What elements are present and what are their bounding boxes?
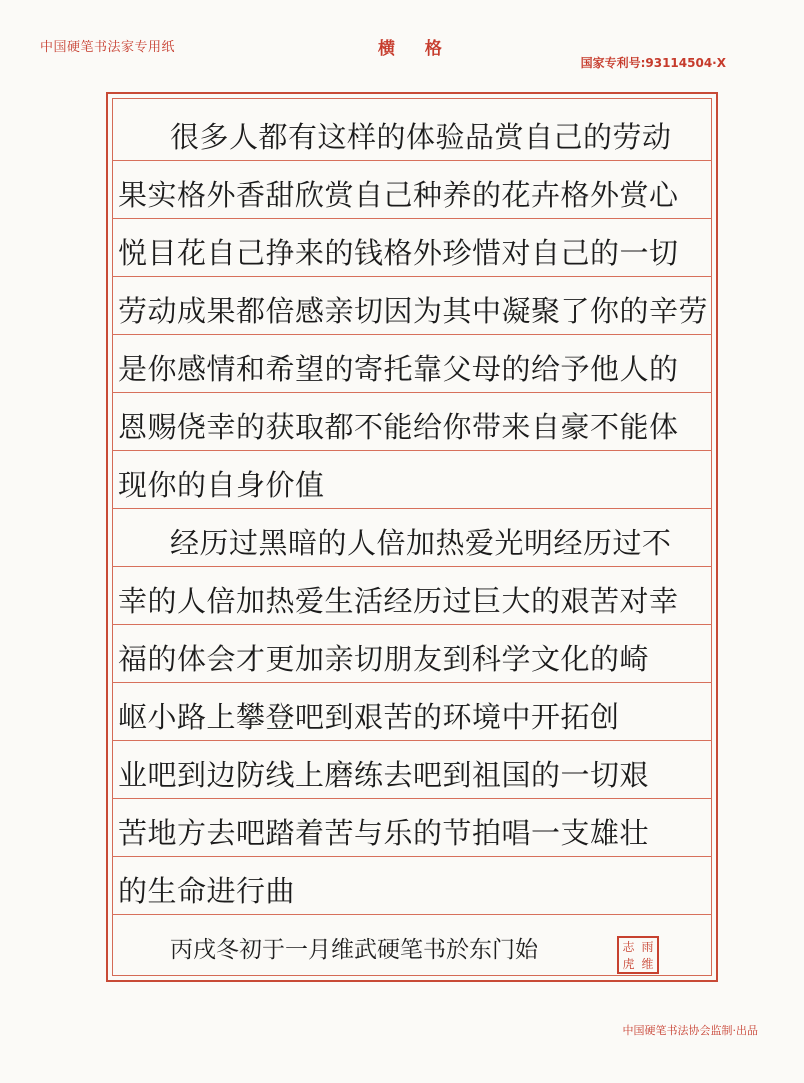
- essay-line: 业吧到边防线上磨练去吧到祖国的一切艰: [118, 758, 650, 792]
- essay-line: 的生命进行曲: [118, 874, 296, 908]
- seal-char: 志: [622, 939, 635, 954]
- essay-line: 恩赐侥幸的获取都不能给你带来自豪不能体: [118, 410, 679, 444]
- essay-line: 现你的自身价值: [118, 468, 325, 502]
- essay-line: 果实格外香甜欣赏自己种养的花卉格外赏心: [118, 178, 679, 212]
- essay-line: 经历过黑暗的人倍加热爱光明经历过不: [170, 526, 672, 560]
- essay-line: 福的体会才更加亲切朋友到科学文化的崎: [118, 642, 650, 676]
- essay-line: 很多人都有这样的体验品赏自己的劳动: [170, 120, 672, 154]
- essay-line: 幸的人倍加热爱生活经历过巨大的艰苦对幸: [118, 584, 679, 618]
- essay-line: 岖小路上攀登吧到艰苦的环境中开拓创: [118, 700, 620, 734]
- essay-line: 是你感情和希望的寄托靠父母的给予他人的: [118, 352, 679, 386]
- publisher-footer: 中国硬笔书法协会监制·出品: [622, 1024, 758, 1037]
- paper-type-title: 横 格: [378, 39, 454, 59]
- seal-char: 维: [641, 956, 654, 971]
- essay-line: 悦目花自己挣来的钱格外珍惜对自己的一切: [118, 236, 679, 270]
- seal-char: 雨: [641, 939, 654, 954]
- paper-brand-title: 中国硬笔书法家专用纸: [40, 40, 176, 55]
- essay-line: 劳动成果都倍感亲切因为其中凝聚了你的辛劳: [118, 294, 709, 328]
- red-seal-stamp: [617, 936, 659, 974]
- patent-number: 国家专利号:93114504·X: [580, 56, 726, 70]
- signature-line: 丙戌冬初于一月维武硬笔书於东门始: [170, 937, 538, 963]
- essay-line: 苦地方去吧踏着苦与乐的节拍唱一支雄壮: [118, 816, 650, 850]
- seal-char: 虎: [622, 956, 635, 971]
